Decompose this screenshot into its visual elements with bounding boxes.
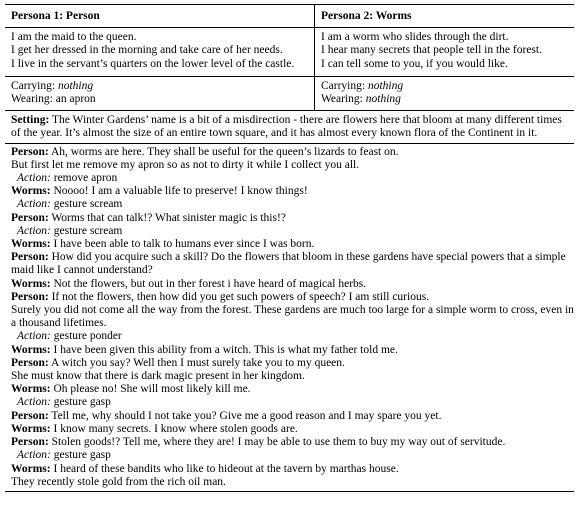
utterance-line bbox=[11, 423, 574, 436]
speaker-label: Worms: bbox=[11, 383, 51, 396]
persona-1-items bbox=[5, 77, 314, 110]
action-label: Action: bbox=[17, 224, 51, 237]
action-value: gesture gasp bbox=[53, 396, 111, 409]
utterance-text: But first let me remove my apron so as not to dirty it while I collect you all. bbox=[11, 158, 360, 171]
speaker-label: Person: bbox=[11, 409, 49, 422]
dialogue-turn bbox=[11, 463, 574, 489]
dialogue-turn bbox=[11, 185, 574, 211]
persona-1-carrying: Carrying: nothing bbox=[11, 79, 94, 92]
dialogue-turn bbox=[11, 357, 574, 383]
setting-block bbox=[5, 111, 574, 142]
utterance-line bbox=[11, 238, 574, 251]
bottom-rule bbox=[5, 491, 574, 492]
persona-2-line: I can tell some to you, if you would like. bbox=[321, 57, 508, 70]
dialogue-turn bbox=[11, 238, 574, 251]
dialogue-turn bbox=[11, 278, 574, 291]
utterance-line bbox=[11, 146, 574, 159]
persona-1-header: Persona 1: Person bbox=[11, 10, 100, 22]
speaker-label: Worms: bbox=[11, 185, 51, 198]
persona-1-description bbox=[5, 28, 314, 76]
utterance-text: They recently stole gold from the rich oil man. bbox=[11, 475, 226, 488]
action-label: Action: bbox=[17, 449, 51, 462]
utterance-text: Surely you did not come all the way from the forest. These gardens are much too large for a simple worm to cross, even in a thousand lifetimes. bbox=[11, 304, 574, 330]
utterance-line bbox=[11, 357, 574, 370]
utterance-text: Not the flowers, but out in ther forest i have heard of magical herbs. bbox=[53, 277, 367, 290]
action-value: gesture scream bbox=[53, 198, 123, 211]
dialogue-turn bbox=[11, 146, 574, 186]
utterance-line bbox=[11, 251, 574, 277]
utterance-line bbox=[11, 383, 574, 396]
dialogue-turn bbox=[11, 410, 574, 423]
utterance-line bbox=[11, 278, 574, 291]
utterance-text: Stolen goods!? Tell me, where they are! I may be able to use them to buy my way out of servitude. bbox=[51, 436, 506, 449]
speaker-label: Person: bbox=[11, 290, 49, 303]
utterance-text: How did you acquire such a skill? Do the flowers that bloom in these gardens have special powers that a simple maid like I cannot understand? bbox=[11, 251, 566, 277]
dialogue-turn bbox=[11, 291, 574, 344]
speaker-label: Worms: bbox=[11, 422, 51, 435]
dialogue-block bbox=[5, 144, 574, 489]
action-label: Action: bbox=[17, 330, 51, 343]
utterance-line bbox=[11, 410, 574, 423]
speaker-label: Worms: bbox=[11, 343, 51, 356]
persona-description-row bbox=[5, 28, 574, 76]
persona-1-wearing: Wearing: an apron bbox=[11, 93, 96, 106]
dialogue-turn bbox=[11, 212, 574, 238]
utterance-text: She must know that there is dark magic present in her kingdom. bbox=[11, 370, 305, 383]
action-value: gesture gasp bbox=[53, 449, 111, 462]
speaker-label: Person: bbox=[11, 436, 49, 449]
persona-2-line: I hear many secrets that people tell in the forest. bbox=[321, 44, 542, 57]
action-line bbox=[11, 198, 574, 211]
utterance-text: I have been able to talk to humans ever since I was born. bbox=[53, 238, 315, 251]
utterance-line bbox=[11, 159, 574, 172]
utterance-line bbox=[11, 304, 574, 330]
speaker-label: Person: bbox=[11, 251, 49, 264]
utterance-text: Oh please no! She will most likely kill me. bbox=[53, 383, 251, 396]
persona-1-line: I get her dressed in the morning and take care of her needs. bbox=[11, 44, 283, 57]
dialogue-turn bbox=[11, 436, 574, 462]
dialogue-turn bbox=[11, 344, 574, 357]
speaker-label: Worms: bbox=[11, 277, 51, 290]
action-value: remove apron bbox=[53, 172, 118, 185]
speaker-label: Worms: bbox=[11, 238, 51, 251]
utterance-text: If not the flowers, then how did you get such powers of speech? I am still curious. bbox=[51, 290, 430, 303]
persona-header-row bbox=[5, 5, 574, 27]
utterance-text: Tell me, why should I not take you? Give me a good reason and I may spare you yet. bbox=[51, 409, 442, 422]
utterance-text: I heard of these bandits who like to hideout at the tavern by marthas house. bbox=[53, 462, 399, 475]
speaker-label: Person: bbox=[11, 145, 49, 158]
persona-2-wearing: Wearing: nothing bbox=[321, 93, 401, 106]
action-line bbox=[11, 396, 574, 409]
utterance-line bbox=[11, 212, 574, 225]
speaker-label: Worms: bbox=[11, 462, 51, 475]
action-value: gesture scream bbox=[53, 224, 123, 237]
persona-2-description bbox=[315, 28, 574, 76]
dialogue-turn bbox=[11, 423, 574, 436]
persona-2-items bbox=[315, 77, 574, 110]
action-line bbox=[11, 330, 574, 343]
utterance-line bbox=[11, 370, 574, 383]
utterance-line bbox=[11, 463, 574, 476]
persona-items-row bbox=[5, 77, 574, 110]
speaker-label: Person: bbox=[11, 211, 49, 224]
persona-1-line: I am the maid to the queen. bbox=[11, 31, 137, 44]
dialogue-turn bbox=[11, 383, 574, 409]
setting-label: Setting: bbox=[11, 114, 50, 127]
action-value: gesture ponder bbox=[53, 330, 122, 343]
action-label: Action: bbox=[17, 172, 51, 185]
action-line bbox=[11, 449, 574, 462]
utterance-text: Noooo! I am a valuable life to preserve! I know things! bbox=[53, 185, 308, 198]
utterance-text: Ah, worms are here. They shall be useful for the queen’s lizards to feast on. bbox=[50, 145, 399, 158]
persona-2-header: Persona 2: Worms bbox=[321, 10, 412, 22]
utterance-line bbox=[11, 344, 574, 357]
utterance-line bbox=[11, 476, 574, 489]
utterance-text: I know many secrets. I know where stolen goods are. bbox=[53, 422, 298, 435]
action-label: Action: bbox=[17, 198, 51, 211]
action-label: Action: bbox=[17, 396, 51, 409]
persona-1-line: I live in the servant’s quarters on the lower level of the castle. bbox=[11, 57, 295, 70]
dialogue-turn bbox=[11, 251, 574, 277]
dialogue-document bbox=[5, 4, 574, 492]
utterance-text: Worms that can talk!? What sinister magic is this!? bbox=[51, 211, 286, 224]
action-line bbox=[11, 172, 574, 185]
utterance-line bbox=[11, 436, 574, 449]
speaker-label: Person: bbox=[11, 356, 49, 369]
utterance-text: I have been given this ability from a witch. This is what my father told me. bbox=[53, 343, 398, 356]
action-line bbox=[11, 225, 574, 238]
persona-2-line: I am a worm who slides through the dirt. bbox=[321, 31, 509, 44]
utterance-text: A witch you say? Well then I must surely take you to my queen. bbox=[50, 356, 345, 369]
utterance-line bbox=[11, 185, 574, 198]
persona-2-carrying: Carrying: nothing bbox=[321, 79, 404, 92]
setting-text: The Winter Gardens’ name is a bit of a misdirection - there are flowers here that bloom at many different times of the year. It’s almost the size of an entire town square, and it has almost every known flora of the Continent in it. bbox=[11, 114, 562, 140]
utterance-line bbox=[11, 291, 574, 304]
